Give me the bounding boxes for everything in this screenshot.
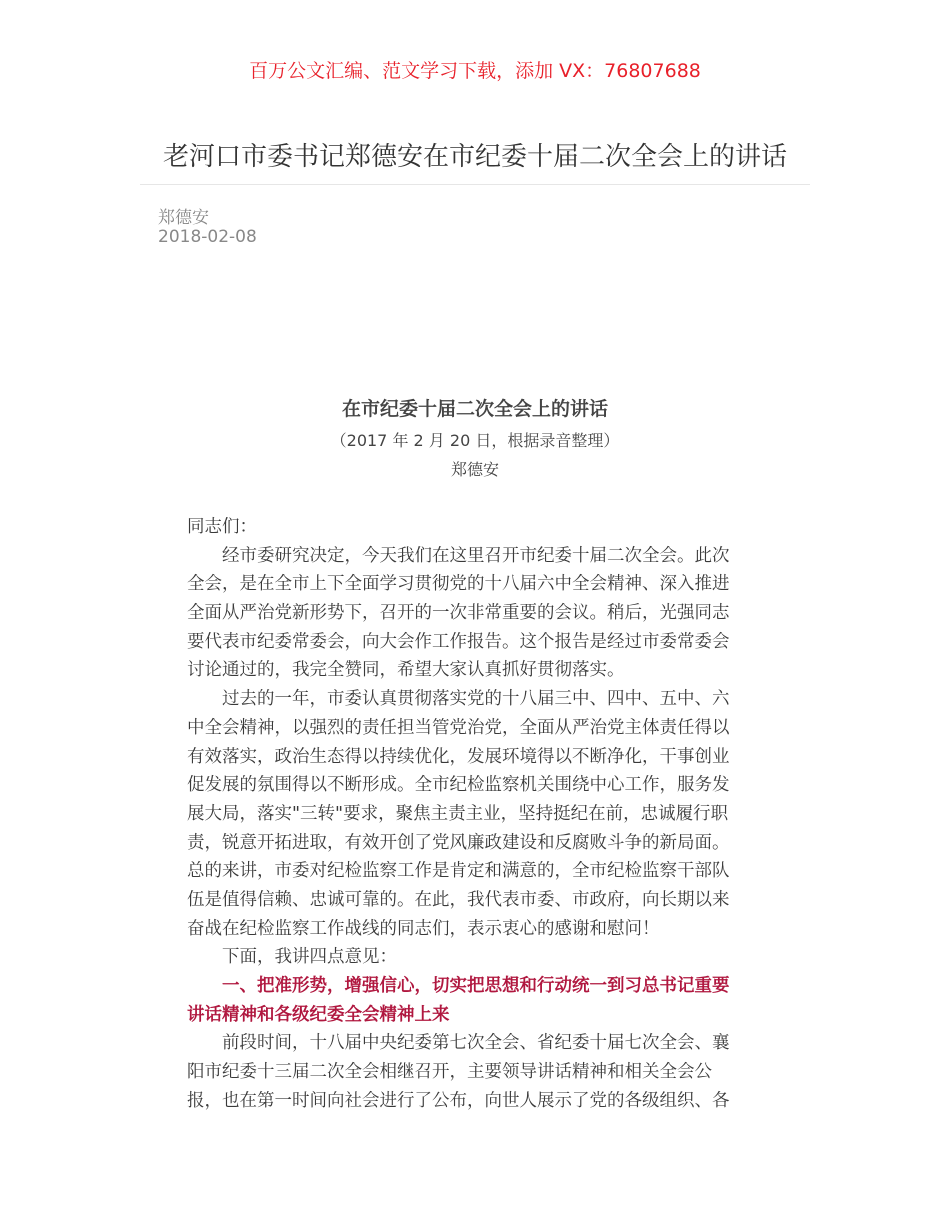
body-text-line: 同志们： xyxy=(187,517,257,537)
body-text-line: 展大局，落实"三转"要求，聚焦主责主业，坚持挺纪在前，忠诚履行职 xyxy=(187,803,729,824)
body-text-line: 前段时间，十八届中央纪委第七次全会、省纪委十届七次全会、襄 xyxy=(222,1033,730,1054)
body-text-line: 下面，我讲四点意见： xyxy=(222,947,397,968)
body-text-line: 伍是值得信赖、忠诚可靠的。在此，我代表市委、市政府，向长期以来 xyxy=(187,889,730,910)
title-divider xyxy=(140,184,810,185)
body-text-line: 促发展的氛围得以不断形成。全市纪检监察机关围绕中心工作，服务发 xyxy=(187,775,730,796)
section-heading-line: 一、把准形势，增强信心，切实把思想和行动统一到习总书记重要 xyxy=(222,976,730,996)
body-text-line: 全会，是在全市上下全面学习贯彻党的十八届六中全会精神、深入推进 xyxy=(187,574,730,595)
body-text-line: 阳市纪委十三届二次全会相继召开，主要领导讲话精神和相关全会公 xyxy=(187,1062,712,1083)
body-text-line: 讨论通过的，我完全赞同，希望大家认真抓好贯彻落实。 xyxy=(187,660,625,681)
body-text-line: 中全会精神，以强烈的责任担当管党治党，全面从严治党主体责任得以 xyxy=(187,717,730,738)
body-text-line: 要代表市纪委常委会，向大会作工作报告。这个报告是经过市委常委会 xyxy=(187,631,730,652)
body-text-line: 过去的一年，市委认真贯彻落实党的十八届三中、四中、五中、六 xyxy=(222,689,730,710)
document-author: 郑德安 xyxy=(450,460,499,479)
section-heading-line: 讲话精神和各级纪委全会精神上来 xyxy=(187,1004,450,1025)
document-body xyxy=(187,513,767,1115)
article-date: 2018-02-08 xyxy=(158,227,257,247)
document-subtitle: （2017 年 2 月 20 日，根据录音整理） xyxy=(330,431,620,450)
document-title: 在市纪委十届二次全会上的讲话 xyxy=(341,398,608,420)
body-text-line: 总的来讲，市委对纪检监察工作是肯定和满意的，全市纪检监察干部队 xyxy=(187,861,730,882)
body-text-line: 经市委研究决定，今天我们在这里召开市纪委十届二次全会。此次 xyxy=(222,545,730,566)
body-text-line: 奋战在纪检监察工作战线的同志们，表示衷心的感谢和慰问！ xyxy=(187,918,660,939)
body-text-line: 责，锐意开拓进取，有效开创了党风廉政建设和反腐败斗争的新局面。 xyxy=(187,832,730,853)
promo-banner: 百万公文汇编、范文学习下载，添加 VX：76807688 xyxy=(249,60,701,82)
body-text-line: 有效落实，政治生态得以持续优化，发展环境得以不断净化，干事创业 xyxy=(187,746,730,767)
body-text-line: 全面从严治党新形势下，召开的一次非常重要的会议。稍后，光强同志 xyxy=(187,603,730,624)
body-text-line: 报，也在第一时间向社会进行了公布，向世人展示了党的各级组织、各 xyxy=(187,1090,730,1111)
article-author: 郑德安 xyxy=(158,208,209,228)
article-title: 老河口市委书记郑德安在市纪委十届二次全会上的讲话 xyxy=(162,142,787,172)
